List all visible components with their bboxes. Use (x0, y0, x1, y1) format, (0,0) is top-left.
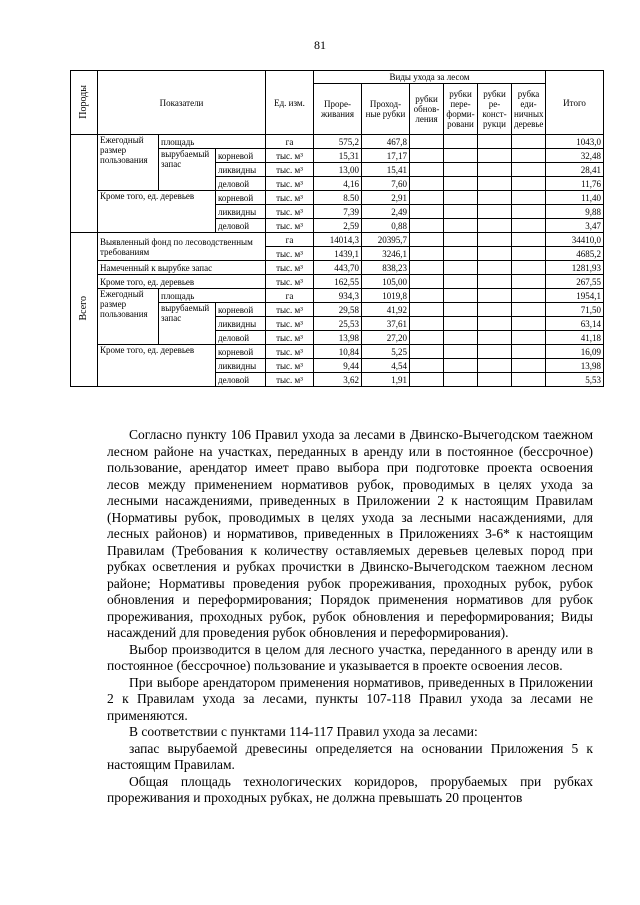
col-single-tree-cuts: рубка еди-ничных деревье (512, 84, 546, 135)
paragraph: Выбор производится в целом для лесного участка, переданного в аренду или в постоянное (бессрочное) пользование и указывается в проекте освоения лесов. (107, 641, 593, 673)
total-header: Итого (546, 71, 604, 135)
col-thinning: Проре-живания (314, 84, 362, 135)
table-row: Кроме того, ед. деревьев тыс. м³ 162,55 105,00 267,55 (71, 275, 604, 289)
table-row: деловой тыс. м³ 2,59 0,88 3,47 (71, 219, 604, 233)
breed-cell (71, 135, 98, 233)
table-row: деловой тыс. м³ 13,98 27,20 41,18 (71, 331, 604, 345)
col-renewal-cuts: рубки обнов-ления (410, 84, 444, 135)
indicators-header: Показатели (98, 71, 266, 135)
paragraph: Общая площадь технологических коридоров, прорубаемых при рубках прореживания и проходных рубках, не должна превышать 20 процентов (107, 773, 593, 805)
table-row: вырубаемый запас корневой тыс. м³ 15,31 17,17 32,48 (71, 149, 604, 163)
table-row: деловой тыс. м³ 3,62 1,91 5,53 (71, 373, 604, 387)
col-reformation-cuts: рубки пере-форми-ровани (444, 84, 478, 135)
paragraph: В соответствии с пунктами 114-117 Правил ухода за лесами: (129, 724, 478, 739)
table-row: Ежегодный размер пользования площадь га 575,2 467,8 1043,0 (71, 135, 604, 149)
table-row: тыс. м³ 1439,1 3246,1 4685,2 (71, 247, 604, 261)
table-row: Кроме того, ед. деревьев корневой тыс. м³ 8.50 2,91 11,40 (71, 191, 604, 205)
table-row: ликвидны тыс. м³ 25,53 37,61 63,14 (71, 317, 604, 331)
body-text (107, 427, 593, 807)
care-types-header: Виды ухода за лесом (314, 71, 546, 84)
table-row: Намеченный к вырубке запас тыс. м³ 443,70 838,23 1281,93 (71, 261, 604, 275)
page-number: 81 (314, 38, 326, 52)
paragraph: Согласно пункту 106 Правил ухода за лесами в Двинско-Вычегодском таежном лесном районе на участках, переданных в аренду или в постоянное (бессрочное) пользование, арендатор имеет право выбора при подготовке проекта освоения лесов между применением нормативов рубок, проводимых в целях ухода за лесными насаждениями, приведенных в Приложении 2 к настоящим Правилам (Нормативы рубок, проводимых в целях ухода за лесными насаждениями, для лесных районов) и нормативов, приведенных в Приложениях 3-6* к настоящим Правилам (Требования к количеству оставляемых деревьев целевых пород при рубках осветления и рубках прочистки в Двинско-Вычегодском таежном лесном районе; Нормативы проведения рубок прореживания, проходных рубок, рубок обновления и переформирования; Порядок применения нормативов для рубок прореживания, проходных рубок, рубок обновления и переформирования; Виды насаждений для проведения рубок обновления и переформирования). (107, 427, 593, 640)
table-row: Кроме того, ед. деревьев корневой тыс. м³ 10,84 5,25 16,09 (71, 345, 604, 359)
table-row: ликвидны тыс. м³ 7,39 2,49 9,88 (71, 205, 604, 219)
table-row: деловой тыс. м³ 4,16 7,60 11,76 (71, 177, 604, 191)
table-row: ликвидны тыс. м³ 13,00 15,41 28,41 (71, 163, 604, 177)
table-row: Всего Выявленный фонд по лесоводственным требованиям га 14014,3 20395,7 34410,0 (71, 233, 604, 247)
breed-total-cell: Всего (71, 233, 98, 387)
table-row: ликвидны тыс. м³ 9,44 4,54 13,98 (71, 359, 604, 373)
table-row: вырубаемый запас корневой тыс. м³ 29,58 41,92 71,50 (71, 303, 604, 317)
unit-header: Ед. изм. (266, 71, 314, 135)
paragraph: При выборе арендатором применения нормативов, приведенных в Приложении 2 к Правилам ухода за лесами, пункты 107-118 Правил ухода за лесами не применяются. (107, 674, 593, 723)
breed-header: Породы (71, 71, 98, 135)
paragraph: запас вырубаемой древесины определяется на основании Приложения 5 к настоящим Правилам. (107, 740, 593, 772)
table-row: Ежегодный размер пользования площадь га 934,3 1019,8 1954,1 (71, 289, 604, 303)
forest-care-table (70, 70, 604, 387)
col-reconstruction-cuts: рубки ре-конст-рукци (478, 84, 512, 135)
col-passage-cuts: Проход-ные рубки (362, 84, 410, 135)
